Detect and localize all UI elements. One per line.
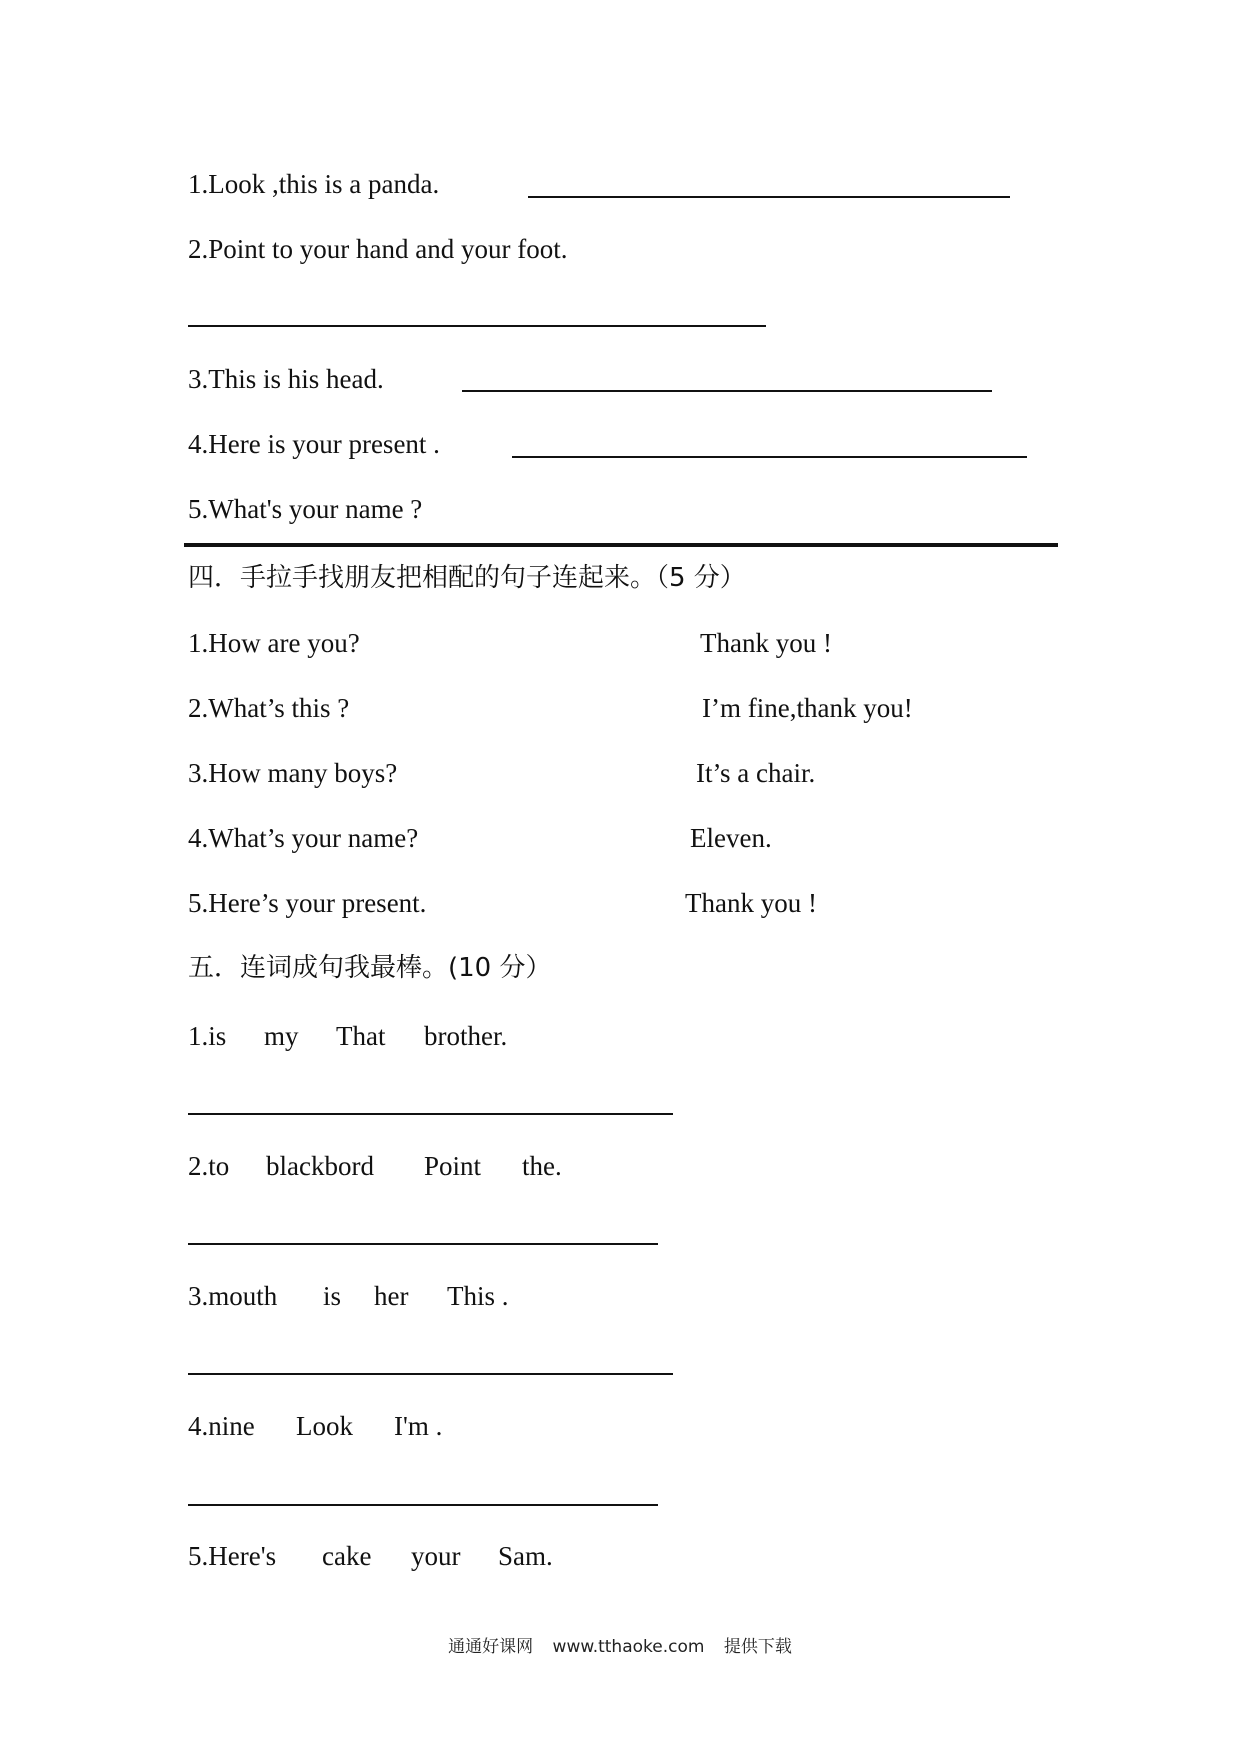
word-5-3: your <box>411 1541 461 1571</box>
word-4-3: I'm . <box>394 1411 443 1441</box>
word-5-1: 5.Here's <box>188 1541 277 1571</box>
match-left-2: 2.What’s this ? <box>188 693 350 723</box>
word-1-3: That <box>336 1021 386 1051</box>
word-3-2: is <box>323 1281 342 1311</box>
section3-item-4: 4.Here is your present . <box>188 429 440 459</box>
section4-heading: 四．手拉手找朋友把相配的句子连起来。（5 分） <box>188 563 746 593</box>
match-right-1: Thank you ! <box>700 628 832 658</box>
match-right-4: Eleven. <box>690 823 772 853</box>
word-3-4: This . <box>447 1281 509 1311</box>
word-2-2: blackbord <box>266 1151 374 1181</box>
answer-line-5-1[interactable] <box>188 1113 673 1115</box>
match-right-5: Thank you ! <box>685 888 817 918</box>
section3-item-1: 1.Look ,this is a panda. <box>188 169 440 199</box>
word-1-2: my <box>264 1021 299 1051</box>
section-divider <box>184 543 1058 547</box>
section3-item-3: 3.This is his head. <box>188 364 384 394</box>
word-2-1: 2.to <box>188 1151 230 1181</box>
word-4-2: Look <box>296 1411 353 1441</box>
answer-line-5-2[interactable] <box>188 1243 658 1245</box>
section3-item-5: 5.What's your name ? <box>188 494 423 524</box>
match-left-3: 3.How many boys? <box>188 758 398 788</box>
footer-note: 提供下载 <box>723 1637 792 1657</box>
word-3-1: 3.mouth <box>188 1281 278 1311</box>
answer-line-3-2[interactable] <box>188 325 766 327</box>
word-5-4: Sam. <box>498 1541 553 1571</box>
word-1-1: 1.is <box>188 1021 227 1051</box>
answer-line-5-4[interactable] <box>188 1504 658 1506</box>
section5-heading: 五．连词成句我最棒。(10 分） <box>188 953 552 983</box>
word-4-1: 4.nine <box>188 1411 255 1441</box>
match-right-3: It’s a chair. <box>696 758 816 788</box>
word-2-3: Point <box>424 1151 482 1181</box>
match-right-2: I’m fine,thank you! <box>702 693 913 723</box>
section3-item-2: 2.Point to your hand and your foot. <box>188 234 568 264</box>
footer-url[interactable]: www.tthaoke.com <box>552 1637 705 1657</box>
match-left-1: 1.How are you? <box>188 628 360 658</box>
answer-line-5-3[interactable] <box>188 1373 673 1375</box>
page-footer <box>0 1636 1240 1658</box>
footer-site-name: 通通好课网 <box>448 1637 534 1657</box>
match-left-4: 4.What’s your name? <box>188 823 419 853</box>
match-left-5: 5.Here’s your present. <box>188 888 427 918</box>
word-2-4: the. <box>522 1151 562 1181</box>
word-5-2: cake <box>322 1541 372 1571</box>
word-3-3: her <box>374 1281 409 1311</box>
answer-line-3-3[interactable] <box>462 390 992 392</box>
answer-line-3-4[interactable] <box>512 456 1027 458</box>
answer-line-3-1[interactable] <box>528 196 1010 198</box>
word-1-4: brother. <box>424 1021 508 1051</box>
